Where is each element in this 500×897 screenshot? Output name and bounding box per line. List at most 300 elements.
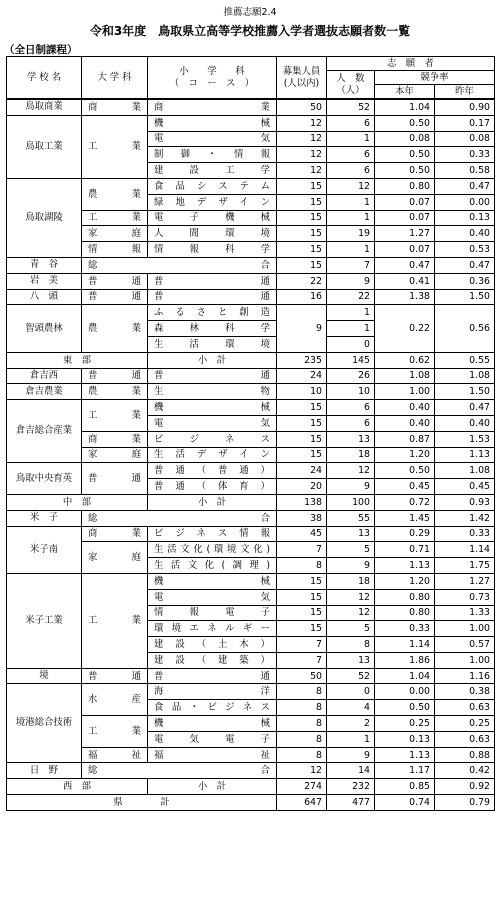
ratio-last-year: 0.33: [435, 526, 495, 542]
header-school: 学 校 名: [7, 57, 82, 100]
ratio-last-year: 0.33: [435, 147, 495, 163]
applicant-count: 26: [327, 368, 375, 384]
department: 情 報: [82, 242, 148, 258]
course-name: 電気: [148, 415, 277, 431]
applicant-count: 1: [327, 242, 375, 258]
school-name: 鳥取商業: [7, 99, 82, 115]
table-row: [7, 289, 495, 305]
ratio-last-year: 1.00: [435, 652, 495, 668]
quota: 8: [277, 747, 327, 763]
applicant-count: 8: [327, 637, 375, 653]
quota: 15: [277, 242, 327, 258]
applicant-count: 1: [327, 210, 375, 226]
header-count-line1: 人 数: [336, 72, 365, 84]
ratio-this-year: 0.29: [375, 526, 435, 542]
school-name: 倉吉西: [7, 368, 82, 384]
ratio-this-year: 1.38: [375, 289, 435, 305]
page-subtitle: （全日制課程）: [4, 44, 78, 56]
applicant-count: 22: [327, 289, 375, 305]
header-this-year: 本年: [375, 85, 435, 100]
ratio-this-year: 0.41: [375, 273, 435, 289]
course-name: 建設工学: [148, 163, 277, 179]
department: 工 業: [82, 210, 148, 226]
table-row: [7, 273, 495, 289]
quota: 7: [277, 637, 327, 653]
quota: 15: [277, 194, 327, 210]
header-ratio: 競争率: [375, 71, 495, 85]
subtotal-region: 東 部: [7, 352, 148, 368]
ratio-last-year: 0.63: [435, 731, 495, 747]
ratio-last-year: 0.57: [435, 637, 495, 653]
school-name: 倉吉農業: [7, 384, 82, 400]
ratio-last-year: 0.47: [435, 400, 495, 416]
ratio-last-year: 0.47: [435, 178, 495, 194]
ratio-last-year: 0.73: [435, 589, 495, 605]
ratio-last-year: 1.50: [435, 384, 495, 400]
department: 工 業: [82, 716, 148, 748]
ratio-last-year: 0.58: [435, 163, 495, 179]
quota: 8: [277, 558, 327, 574]
ratio-this-year: 0.74: [375, 795, 435, 811]
course-name: 機械: [148, 573, 277, 589]
header-row: [7, 57, 495, 71]
header-count-line2: （人）: [336, 84, 365, 96]
subtotal-label: 小 計: [148, 779, 277, 795]
subtotal-row: [7, 779, 495, 795]
subtotal-region: 中 部: [7, 494, 148, 510]
course-name: 海洋: [148, 684, 277, 700]
course-name: 普通（体育）: [148, 479, 277, 495]
ratio-this-year: 1.04: [375, 668, 435, 684]
subtotal-label: 小 計: [148, 352, 277, 368]
header-quota-line1: 募集人員: [282, 65, 321, 77]
ratio-this-year: 0.50: [375, 115, 435, 131]
ratio-last-year: 1.33: [435, 605, 495, 621]
ratio-last-year: 0.40: [435, 415, 495, 431]
table-row: [7, 115, 495, 131]
applicant-count: 13: [327, 431, 375, 447]
ratio-last-year: 0.53: [435, 242, 495, 258]
table-row: [7, 463, 495, 479]
applicant-count: 6: [327, 400, 375, 416]
ratio-last-year: 0.25: [435, 716, 495, 732]
department: 家 庭: [82, 542, 148, 574]
subtotal-label: 小 計: [148, 494, 277, 510]
course-name: 生活文化(環境文化): [148, 542, 277, 558]
ratio-this-year: 1.13: [375, 747, 435, 763]
quota: 12: [277, 147, 327, 163]
quota: 20: [277, 479, 327, 495]
header-dept: 大 学 科: [82, 57, 148, 100]
ratio-this-year: 0.07: [375, 194, 435, 210]
quota: 22: [277, 273, 327, 289]
ratio-last-year: 0.90: [435, 99, 495, 115]
ratio-this-year: 1.20: [375, 447, 435, 463]
quota: 8: [277, 731, 327, 747]
school-name: 米子工業: [7, 573, 82, 668]
department: 普 通: [82, 289, 148, 305]
school-name: 鳥取湖陵: [7, 178, 82, 257]
department: 総: [82, 510, 148, 526]
ratio-this-year: 0.50: [375, 700, 435, 716]
ratio-last-year: 0.17: [435, 115, 495, 131]
ratio-last-year: 0.40: [435, 226, 495, 242]
applicant-count: 52: [327, 99, 375, 115]
header-course: [148, 57, 277, 100]
subtotal-row: [7, 352, 495, 368]
table-row: [7, 257, 495, 273]
applicant-count: 13: [327, 652, 375, 668]
ratio-last-year: 1.13: [435, 447, 495, 463]
ratio-this-year: 0.80: [375, 605, 435, 621]
table-row: [7, 510, 495, 526]
school-name: 境: [7, 668, 82, 684]
quota: 15: [277, 431, 327, 447]
quota: 24: [277, 463, 327, 479]
ratio-this-year: 0.62: [375, 352, 435, 368]
course-name: 食品・ビジネス: [148, 700, 277, 716]
quota: 15: [277, 621, 327, 637]
ratio-last-year: 1.75: [435, 558, 495, 574]
school-name: 日 野: [7, 763, 82, 779]
table-row: [7, 668, 495, 684]
applicant-count: 100: [327, 494, 375, 510]
ratio-this-year: 0.07: [375, 210, 435, 226]
ratio-this-year: 0.50: [375, 163, 435, 179]
department: 工 業: [82, 400, 148, 432]
quota: 15: [277, 400, 327, 416]
ratio-last-year: 1.16: [435, 668, 495, 684]
ratio-this-year: 0.08: [375, 131, 435, 147]
table-row: [7, 573, 495, 589]
applicant-count: 145: [327, 352, 375, 368]
applicant-count: 13: [327, 526, 375, 542]
ratio-this-year: 0.80: [375, 178, 435, 194]
applicant-count: 232: [327, 779, 375, 795]
quota: 12: [277, 763, 327, 779]
course-name: 普通: [148, 289, 277, 305]
ratio-this-year: 0.22: [375, 305, 435, 352]
ratio-this-year: 1.45: [375, 510, 435, 526]
course-name: ビジネス: [148, 431, 277, 447]
ratio-last-year: 0.63: [435, 700, 495, 716]
applicant-count: 52: [327, 668, 375, 684]
applicant-count: 0: [327, 684, 375, 700]
ratio-this-year: 1.20: [375, 573, 435, 589]
quota: 15: [277, 447, 327, 463]
header-applicants: 志 願 者: [327, 57, 495, 71]
department: 家 庭: [82, 226, 148, 242]
subtotal-row: [7, 494, 495, 510]
quota: 15: [277, 257, 327, 273]
course-name: 情報科学: [148, 242, 277, 258]
course-name: 電子機械: [148, 210, 277, 226]
course-name: 普通: [148, 668, 277, 684]
applicant-count: 9: [327, 479, 375, 495]
department: 農 業: [82, 305, 148, 352]
applicant-count: 1: [327, 731, 375, 747]
quota: 15: [277, 210, 327, 226]
course-name: 合: [148, 763, 277, 779]
ratio-last-year: 0.93: [435, 494, 495, 510]
quota: 15: [277, 589, 327, 605]
ratio-this-year: 0.33: [375, 621, 435, 637]
table-row: [7, 384, 495, 400]
ratio-last-year: 0.08: [435, 131, 495, 147]
ratio-last-year: 0.38: [435, 684, 495, 700]
quota: 9: [277, 305, 327, 352]
quota: 7: [277, 542, 327, 558]
department: 農 業: [82, 384, 148, 400]
applicant-count: 12: [327, 589, 375, 605]
ratio-last-year: 0.92: [435, 779, 495, 795]
quota: 24: [277, 368, 327, 384]
course-name: 建設（建築）: [148, 652, 277, 668]
ratio-this-year: 0.40: [375, 415, 435, 431]
applicant-count: 477: [327, 795, 375, 811]
course-name: 電気: [148, 131, 277, 147]
course-name: 人間環境: [148, 226, 277, 242]
table-row: [7, 99, 495, 115]
department: 商 業: [82, 431, 148, 447]
ratio-last-year: 1.53: [435, 431, 495, 447]
school-name: 岩 美: [7, 273, 82, 289]
course-name: 商業: [148, 99, 277, 115]
ratio-this-year: 0.87: [375, 431, 435, 447]
applicant-count: 1: [327, 321, 375, 337]
ratio-last-year: 1.14: [435, 542, 495, 558]
ratio-last-year: 0.13: [435, 210, 495, 226]
ratio-this-year: 0.50: [375, 463, 435, 479]
quota: 12: [277, 115, 327, 131]
ratio-this-year: 0.00: [375, 684, 435, 700]
ratio-this-year: 1.00: [375, 384, 435, 400]
course-name: ビジネス情報: [148, 526, 277, 542]
ratio-this-year: 0.40: [375, 400, 435, 416]
header-last-year: 昨年: [435, 85, 495, 100]
department: 商 業: [82, 99, 148, 115]
department: 普 通: [82, 273, 148, 289]
ratio-last-year: 1.08: [435, 368, 495, 384]
department: 総: [82, 763, 148, 779]
department: 工 業: [82, 573, 148, 668]
department: 普 通: [82, 368, 148, 384]
course-name: 食品システム: [148, 178, 277, 194]
ratio-this-year: 1.17: [375, 763, 435, 779]
ratio-last-year: 0.45: [435, 479, 495, 495]
course-name: 生物: [148, 384, 277, 400]
ratio-this-year: 1.08: [375, 368, 435, 384]
quota: 15: [277, 415, 327, 431]
ratio-last-year: 0.47: [435, 257, 495, 273]
applicant-count: 9: [327, 558, 375, 574]
school-name: 八 頭: [7, 289, 82, 305]
course-name: 合: [148, 510, 277, 526]
applicant-count: 18: [327, 573, 375, 589]
header-quota-line2: (人以内): [283, 77, 320, 89]
applicants-table: [6, 56, 495, 811]
course-name: 普通: [148, 368, 277, 384]
quota: 8: [277, 700, 327, 716]
quota: 15: [277, 226, 327, 242]
course-name: 生活環境: [148, 336, 277, 352]
quota: 8: [277, 684, 327, 700]
ratio-this-year: 1.14: [375, 637, 435, 653]
ratio-this-year: 1.04: [375, 99, 435, 115]
header-course-line2: （ コ ー ス ）: [169, 77, 255, 89]
ratio-last-year: 1.42: [435, 510, 495, 526]
applicant-count: 9: [327, 747, 375, 763]
table-row: [7, 305, 495, 321]
department: 工 業: [82, 115, 148, 178]
applicant-count: 2: [327, 716, 375, 732]
applicant-count: 6: [327, 115, 375, 131]
department: 総: [82, 257, 148, 273]
ratio-this-year: 0.71: [375, 542, 435, 558]
quota: 235: [277, 352, 327, 368]
ratio-last-year: 1.27: [435, 573, 495, 589]
ratio-this-year: 1.13: [375, 558, 435, 574]
ratio-this-year: 1.86: [375, 652, 435, 668]
ratio-last-year: 1.50: [435, 289, 495, 305]
subtotal-region: 西 部: [7, 779, 148, 795]
quota: 15: [277, 605, 327, 621]
course-name: 生活デザイン: [148, 447, 277, 463]
ratio-this-year: 0.85: [375, 779, 435, 795]
department: 家 庭: [82, 447, 148, 463]
quota: 50: [277, 99, 327, 115]
ratio-this-year: 0.72: [375, 494, 435, 510]
quota: 16: [277, 289, 327, 305]
quota: 15: [277, 178, 327, 194]
total-label: 県 計: [7, 795, 277, 811]
applicant-count: 12: [327, 605, 375, 621]
school-name: 米 子: [7, 510, 82, 526]
course-name: 普通（普通）: [148, 463, 277, 479]
ratio-this-year: 0.50: [375, 147, 435, 163]
school-name: 境港総合技術: [7, 684, 82, 763]
department: 普 通: [82, 463, 148, 495]
school-name: 倉吉総合産業: [7, 400, 82, 463]
course-name: 福祉: [148, 747, 277, 763]
course-name: 緑地デザイン: [148, 194, 277, 210]
table-row: [7, 526, 495, 542]
table-row: [7, 400, 495, 416]
course-name: 情報電子: [148, 605, 277, 621]
applicant-count: 0: [327, 336, 375, 352]
ratio-this-year: 1.27: [375, 226, 435, 242]
course-name: 電気: [148, 589, 277, 605]
school-name: 米子南: [7, 526, 82, 573]
course-name: 森林科学: [148, 321, 277, 337]
course-name: 合: [148, 257, 277, 273]
applicant-count: 5: [327, 621, 375, 637]
quota: 15: [277, 573, 327, 589]
applicant-count: 14: [327, 763, 375, 779]
applicant-count: 5: [327, 542, 375, 558]
ratio-last-year: 1.00: [435, 621, 495, 637]
course-name: 機械: [148, 115, 277, 131]
school-name: 青 谷: [7, 257, 82, 273]
applicant-count: 18: [327, 447, 375, 463]
ratio-this-year: 0.25: [375, 716, 435, 732]
table-row: [7, 763, 495, 779]
table-row: [7, 368, 495, 384]
department: 水 産: [82, 684, 148, 716]
course-name: 電気電子: [148, 731, 277, 747]
ratio-last-year: 1.08: [435, 463, 495, 479]
ratio-last-year: 0.88: [435, 747, 495, 763]
applicant-count: 1: [327, 194, 375, 210]
school-name: 鳥取中央育英: [7, 463, 82, 495]
applicant-count: 6: [327, 147, 375, 163]
applicant-count: 6: [327, 415, 375, 431]
course-name: 制御・情報: [148, 147, 277, 163]
quota: 50: [277, 668, 327, 684]
quota: 45: [277, 526, 327, 542]
quota: 138: [277, 494, 327, 510]
applicant-count: 9: [327, 273, 375, 289]
applicant-count: 10: [327, 384, 375, 400]
applicant-count: 55: [327, 510, 375, 526]
department: 商 業: [82, 526, 148, 542]
course-name: ふるさと創造: [148, 305, 277, 321]
table-row: [7, 178, 495, 194]
course-name: 環境エネルギー: [148, 621, 277, 637]
applicant-count: 19: [327, 226, 375, 242]
quota: 7: [277, 652, 327, 668]
ratio-last-year: 0.36: [435, 273, 495, 289]
ratio-this-year: 0.45: [375, 479, 435, 495]
school-name: 智頭農林: [7, 305, 82, 352]
course-name: 生活文化(調理): [148, 558, 277, 574]
quota: 274: [277, 779, 327, 795]
department: 農 業: [82, 178, 148, 210]
ratio-last-year: 0.56: [435, 305, 495, 352]
applicant-count: 7: [327, 257, 375, 273]
ratio-this-year: 0.13: [375, 731, 435, 747]
ratio-this-year: 0.80: [375, 589, 435, 605]
quota: 8: [277, 716, 327, 732]
department: 福 祉: [82, 747, 148, 763]
course-name: 普通: [148, 273, 277, 289]
applicant-count: 1: [327, 131, 375, 147]
applicant-count: 4: [327, 700, 375, 716]
ratio-this-year: 0.07: [375, 242, 435, 258]
applicant-count: 12: [327, 178, 375, 194]
quota: 12: [277, 131, 327, 147]
quota: 10: [277, 384, 327, 400]
header-quota: [277, 57, 327, 100]
department: 普 通: [82, 668, 148, 684]
applicant-count: 6: [327, 163, 375, 179]
school-name: 鳥取工業: [7, 115, 82, 178]
ratio-last-year: 0.00: [435, 194, 495, 210]
quota: 12: [277, 163, 327, 179]
table-row: [7, 684, 495, 700]
applicant-count: 12: [327, 463, 375, 479]
applicant-count: 1: [327, 305, 375, 321]
page-title: 令和3年度 鳥取県立高等学校推薦入学者選抜志願者数一覧: [89, 24, 411, 38]
ratio-last-year: 0.55: [435, 352, 495, 368]
quota: 38: [277, 510, 327, 526]
document-id: 推薦志願2.4: [223, 7, 277, 18]
total-row: [7, 795, 495, 811]
header-count: [327, 71, 375, 100]
ratio-last-year: 0.79: [435, 795, 495, 811]
quota: 647: [277, 795, 327, 811]
header-course-line1: 小 学 科: [179, 65, 245, 77]
